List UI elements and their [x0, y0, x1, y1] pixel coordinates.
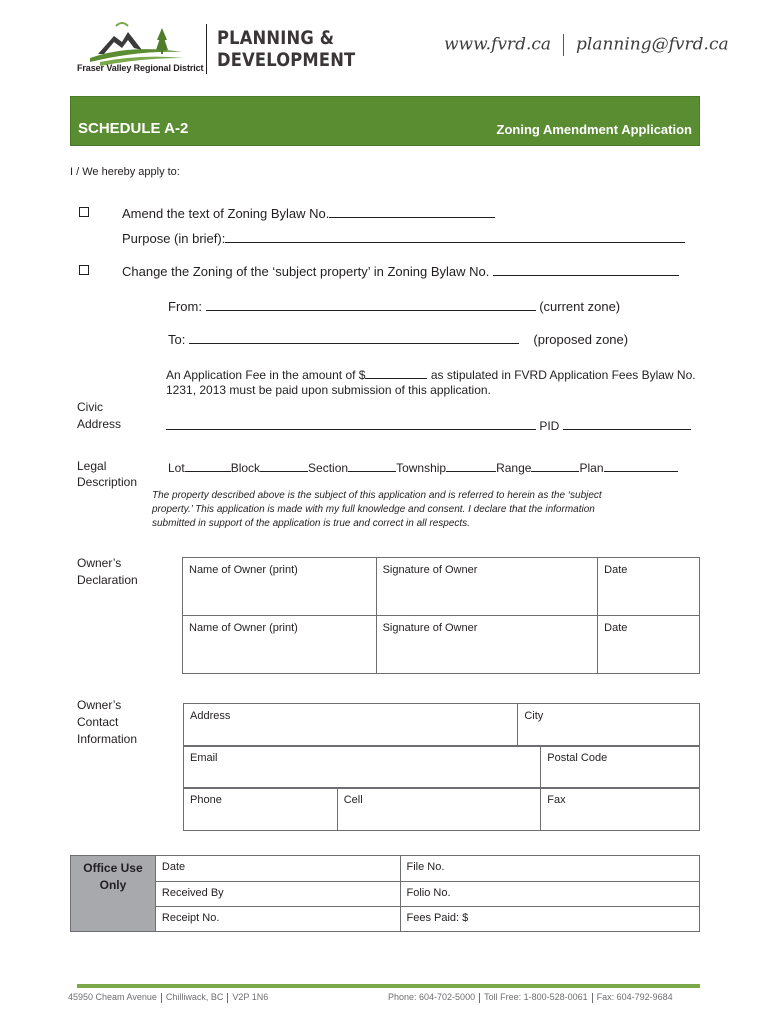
- to-line: [168, 331, 628, 347]
- footer-phone: Phone: 604-702-5000: [388, 992, 476, 1002]
- block-field[interactable]: [260, 459, 308, 472]
- plan-label: Plan: [579, 461, 604, 475]
- zoning-bylaw-field[interactable]: [493, 263, 679, 276]
- lot-label: Lot: [168, 461, 185, 475]
- owner-signature-cell[interactable]: Signature of Owner: [376, 558, 598, 616]
- change-zoning-line: [122, 263, 679, 279]
- office-file-no-cell[interactable]: File No.: [400, 856, 699, 882]
- website-link[interactable]: www.fvrd.ca: [444, 34, 552, 55]
- owner-declaration-table: [182, 557, 700, 674]
- declaration-label-line2: Declaration: [77, 573, 138, 587]
- contact-label-line3: Information: [77, 732, 138, 746]
- statement-line2: property.’ This application is made with my full knowledge and consent. I declare that the information: [152, 504, 595, 515]
- cell-field[interactable]: Cell: [337, 788, 541, 831]
- owner-name-cell[interactable]: Name of Owner (print): [183, 616, 377, 674]
- purpose-line: [122, 230, 685, 246]
- fee-line1: [166, 366, 696, 382]
- statement-line3: submitted in support of the application is true and correct in all respects.: [152, 518, 470, 529]
- owner-name-cell[interactable]: Name of Owner (print): [183, 558, 377, 616]
- org-name: Fraser Valley Regional District: [77, 63, 204, 73]
- owner-row-2: [183, 616, 700, 674]
- declaration-statement: [152, 489, 602, 531]
- department-title-line2: DEVELOPMENT: [217, 49, 356, 71]
- amend-text-label: Amend the text of Zoning Bylaw No.: [122, 206, 330, 221]
- owner-contact-table-middle: [183, 745, 700, 789]
- footer-address: [68, 992, 268, 1003]
- bylaw-number-field[interactable]: [329, 205, 495, 218]
- address-field[interactable]: Address: [184, 704, 518, 747]
- range-field[interactable]: [531, 459, 579, 472]
- office-use-label: [71, 856, 156, 932]
- footer-divider: [77, 984, 700, 988]
- office-receipt-no-cell[interactable]: Receipt No.: [155, 907, 400, 932]
- postal-code-field[interactable]: Postal Code: [541, 746, 700, 789]
- schedule-title: SCHEDULE A-2: [78, 120, 189, 137]
- legal-description-line: [168, 459, 678, 475]
- office-use-line1: Office Use: [83, 861, 143, 875]
- fee-text-a: An Application Fee in the amount of $: [166, 368, 366, 382]
- office-use-line2: Only: [99, 878, 127, 892]
- owner-contact-table-top: [183, 703, 700, 747]
- owner-row-1: [183, 558, 700, 616]
- department-title-line1: PLANNING &: [217, 27, 335, 49]
- statement-line1: The property described above is the subject of this application and is referred to herein as the ‘subject: [152, 490, 602, 501]
- city-field[interactable]: City: [518, 704, 700, 747]
- header-divider: [206, 24, 207, 74]
- amend-text-checkbox[interactable]: [79, 207, 89, 217]
- contact-links: [444, 34, 729, 56]
- footer-street: 45950 Cheam Avenue: [68, 992, 157, 1002]
- civic-address-field[interactable]: [166, 417, 536, 430]
- contact-label-line1: Owner’s: [77, 698, 122, 712]
- section-label: Section: [308, 461, 349, 475]
- civic-label-line2: Address: [77, 417, 122, 431]
- change-zoning-checkbox[interactable]: [79, 265, 89, 275]
- owner-date-cell[interactable]: Date: [598, 616, 700, 674]
- township-label: Township: [396, 461, 447, 475]
- current-zone-label: (current zone): [539, 299, 621, 314]
- office-fees-paid-cell[interactable]: Fees Paid: $: [400, 907, 699, 932]
- phone-field[interactable]: Phone: [184, 788, 338, 831]
- civic-label-line1: Civic: [77, 400, 103, 414]
- office-received-by-cell[interactable]: Received By: [155, 882, 400, 907]
- pid-field[interactable]: [563, 417, 691, 430]
- footer-contacts: [388, 992, 673, 1003]
- email-link[interactable]: planning@fvrd.ca: [576, 34, 729, 55]
- proposed-zone-field[interactable]: [189, 331, 519, 344]
- section-field[interactable]: [348, 459, 396, 472]
- separator: [563, 34, 564, 56]
- from-line: [168, 298, 620, 314]
- footer-city: Chilliwack, BC: [165, 992, 224, 1002]
- purpose-label: Purpose (in brief):: [122, 231, 226, 246]
- plan-field[interactable]: [604, 459, 678, 472]
- email-field[interactable]: Email: [184, 746, 541, 789]
- from-label: From:: [168, 299, 202, 314]
- legal-label-line2: Description: [77, 475, 138, 489]
- fee-amount-field[interactable]: [365, 366, 427, 379]
- township-field[interactable]: [446, 459, 496, 472]
- proposed-zone-label: (proposed zone): [533, 332, 629, 347]
- range-label: Range: [496, 461, 532, 475]
- fee-line2: 1231, 2013 must be paid upon submission of this application.: [166, 383, 491, 397]
- to-label: To:: [168, 332, 186, 347]
- owner-contact-table-bottom: [183, 787, 700, 831]
- pid-label: PID: [539, 419, 560, 433]
- office-date-cell[interactable]: Date: [155, 856, 400, 882]
- purpose-field[interactable]: [225, 230, 685, 243]
- fax-field[interactable]: Fax: [541, 788, 700, 831]
- fee-text-b: as stipulated in FVRD Application Fees Bylaw No.: [430, 368, 696, 382]
- owner-date-cell[interactable]: Date: [598, 558, 700, 616]
- civic-address-line: [166, 417, 691, 433]
- intro-text: I / We hereby apply to:: [70, 166, 180, 178]
- lot-field[interactable]: [185, 459, 231, 472]
- footer-postal: V2P 1N6: [232, 992, 269, 1002]
- footer-fax: Fax: 604-792-9684: [596, 992, 673, 1002]
- declaration-label-line1: Owner’s: [77, 556, 122, 570]
- legal-label-line1: Legal: [77, 459, 107, 473]
- contact-label-line2: Contact: [77, 715, 119, 729]
- owner-signature-cell[interactable]: Signature of Owner: [376, 616, 598, 674]
- footer-toll-free: Toll Free: 1-800-528-0061: [484, 992, 588, 1002]
- current-zone-field[interactable]: [206, 298, 536, 311]
- office-use-table: [70, 855, 700, 932]
- change-zoning-label: Change the Zoning of the ‘subject property’ in Zoning Bylaw No.: [122, 264, 490, 279]
- block-label: Block: [230, 461, 261, 475]
- office-folio-no-cell[interactable]: Folio No.: [400, 882, 699, 907]
- amend-text-line: [122, 205, 495, 221]
- form-title: Zoning Amendment Application: [496, 122, 692, 137]
